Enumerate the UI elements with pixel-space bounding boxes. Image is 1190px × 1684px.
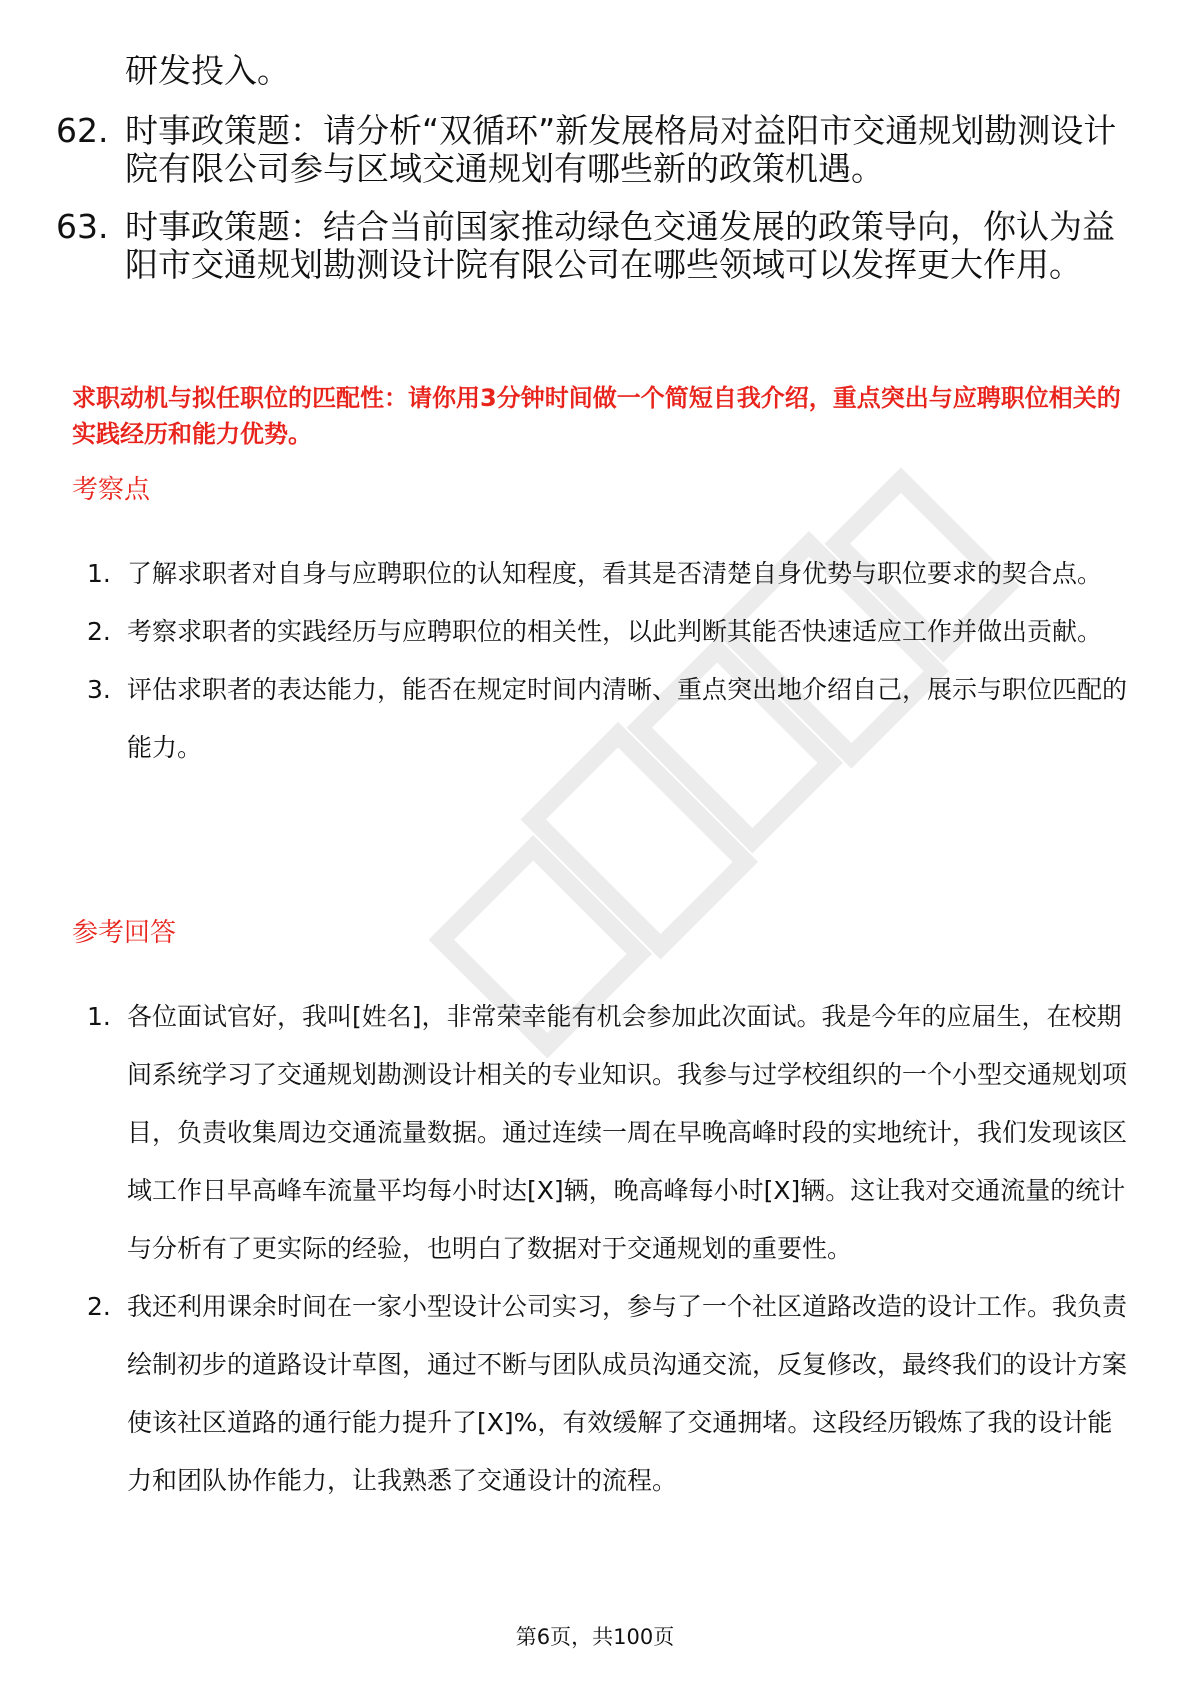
question-number: 63. <box>56 207 109 246</box>
item-number: 2. <box>87 617 111 646</box>
list-item <box>87 661 1137 777</box>
item-number: 1. <box>87 559 111 588</box>
item-number: 3. <box>87 675 111 704</box>
page-footer: 第6页，共100页 <box>515 1625 675 1649</box>
list-item <box>87 988 1137 1278</box>
answer-list <box>87 988 1137 1510</box>
section-title-answer: 参考回答 <box>72 918 177 948</box>
continuation-text: 研发投入。 <box>125 51 290 90</box>
question-list <box>56 112 1136 304</box>
section-title-points: 考察点 <box>72 475 151 505</box>
question-number: 62. <box>56 111 109 150</box>
item-text: 我还利用课余时间在一家小型设计公司实习，参与了一个社区道路改造的设计工作。我负责绘制初步的道路设计草图，通过不断与团队成员沟通交流，反复修改，最终我们的设计方案使该社区道路的通行能力提升了[X]%，有效缓解了交通拥堵。这段经历锻炼了我的设计能力和团队协作能力，让我熟悉了交通设计的流程。 <box>127 1292 1128 1495</box>
question-text: 时事政策题：结合当前国家推动绿色交通发展的政策导向，你认为益阳市交通规划勘测设计院有限公司在哪些领域可以发挥更大作用。 <box>125 207 1115 284</box>
item-text: 评估求职者的表达能力，能否在规定时间内清晰、重点突出地介绍自己，展示与职位匹配的能力。 <box>127 675 1128 762</box>
question-text: 时事政策题：请分析“双循环”新发展格局对益阳市交通规划勘测设计院有限公司参与区域交通规划有哪些新的政策机遇。 <box>125 111 1117 188</box>
item-text: 考察求职者的实践经历与应聘职位的相关性，以此判断其能否快速适应工作并做出贡献。 <box>127 617 1103 646</box>
list-item <box>87 603 1137 661</box>
item-number: 1. <box>87 1002 111 1031</box>
points-list <box>87 545 1137 777</box>
item-text: 了解求职者对自身与应聘职位的认知程度，看其是否清楚自身优势与职位要求的契合点。 <box>127 559 1103 588</box>
item-number: 2. <box>87 1292 111 1321</box>
question-item <box>56 112 1136 188</box>
item-text: 各位面试官好，我叫[姓名]，非常荣幸能有机会参加此次面试。我是今年的应届生，在校期间系统学习了交通规划勘测设计相关的专业知识。我参与过学校组织的一个小型交通规划项目，负责收集周边交通流量数据。通过连续一周在早晚高峰时段的实地统计，我们发现该区域工作日早高峰车流量平均每小时达[X]辆，晚高峰每小时[X]辆。这让我对交通流量的统计与分析有了更实际的经验，也明白了数据对于交通规划的重要性。 <box>127 1002 1128 1263</box>
highlight-question: 求职动机与拟任职位的匹配性：请你用3分钟时间做一个简短自我介绍，重点突出与应聘职位相关的实践经历和能力优势。 <box>72 384 1121 448</box>
list-item <box>87 1278 1137 1510</box>
question-item <box>56 208 1136 284</box>
list-item <box>87 545 1137 603</box>
